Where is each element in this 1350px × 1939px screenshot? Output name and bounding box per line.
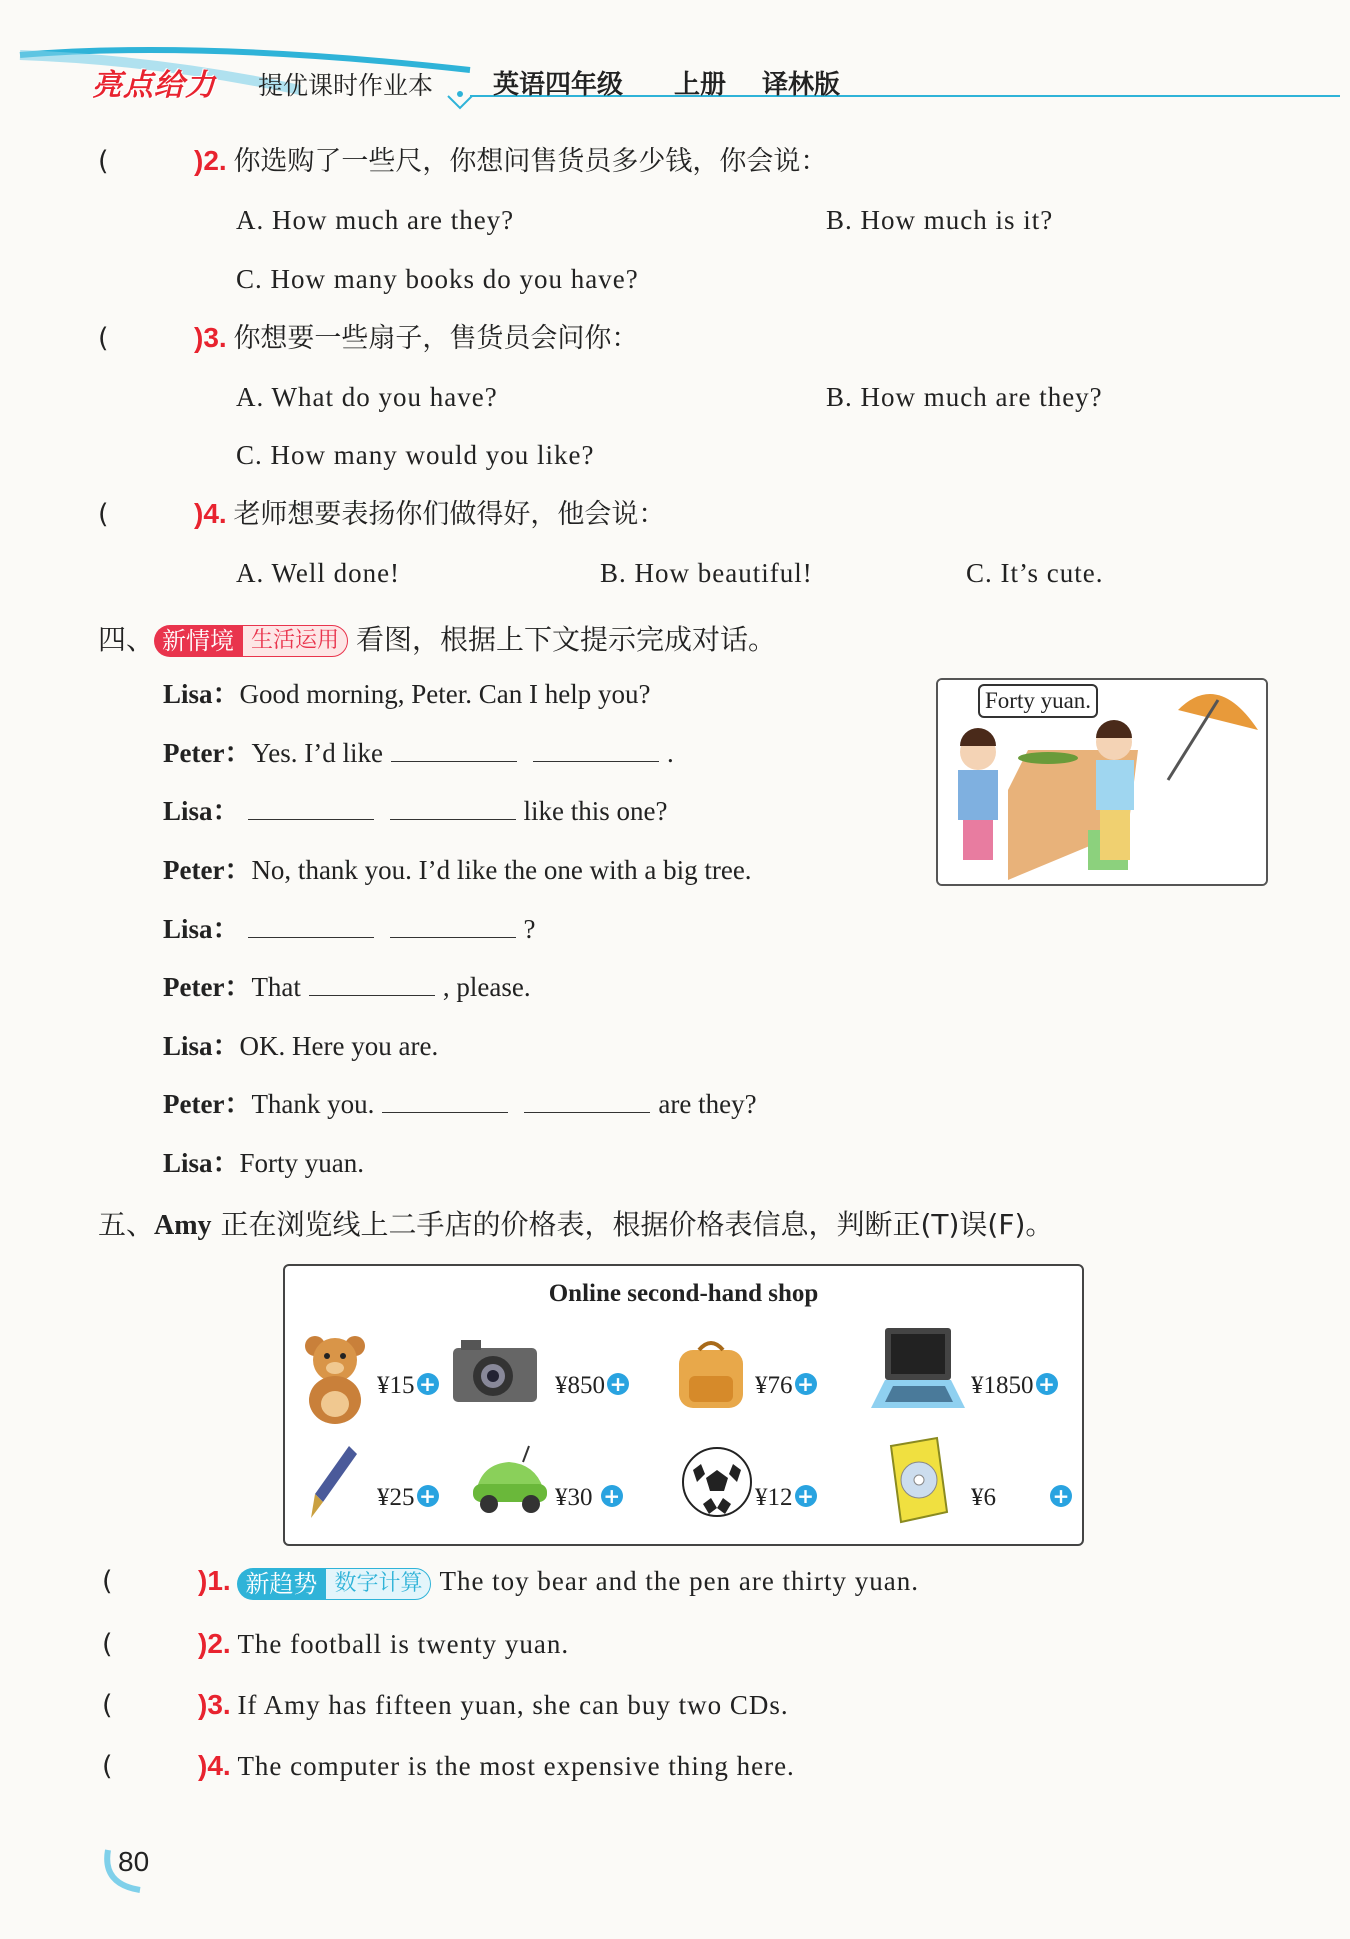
header-publisher: 译林版 [762,70,841,100]
question-row: ( )2. 你选购了一些尺，你想问售货员多少钱，你会说： [98,145,828,177]
dialogue-line: Lisa：Forty yuan. [163,1148,365,1178]
dialogue-line: Peter：Yes. I’d like . [163,738,674,768]
answer-blank[interactable] [524,1090,650,1113]
answer-blank[interactable] [390,915,516,938]
price-tag: ¥1850 + [971,1372,1058,1400]
dialogue-line: Lisa： like this one? [163,796,668,826]
answer-blank[interactable] [533,739,659,762]
price-tag: ¥12 + [755,1484,817,1512]
answer-blank[interactable] [382,1090,508,1113]
backpack-icon [671,1336,751,1412]
option-b: B. How much is it? [826,205,1054,235]
plus-icon[interactable]: + [1050,1485,1072,1507]
new-context-badge: 新情境 [154,625,242,657]
option-c: C. How many books do you have? [236,264,639,294]
dialogue-line: Lisa：OK. Here you are. [163,1031,439,1061]
plus-icon[interactable]: + [1036,1373,1058,1395]
header-subtitle: 提优课时作业本 [258,71,434,100]
header-volume: 上册 [674,70,727,100]
option-a: A. Well done! [236,558,401,588]
dialogue-line: Peter：That , please. [163,972,531,1002]
question-row: ( )4. 老师想要表扬你们做得好，他会说： [98,498,666,530]
price-tag: ¥850 + [555,1372,629,1400]
price-table [283,1264,1084,1546]
price-tag: ¥76 + [755,1372,817,1400]
option-a: A. What do you have? [236,382,498,412]
answer-blank[interactable] [248,915,374,938]
dialogue-line: Peter：No, thank you. I’d like the one with a big tree. [163,855,752,885]
question-text: 老师想要表扬你们做得好，他会说： [233,499,666,530]
plus-icon[interactable]: + [601,1485,623,1507]
judgement-row: ( )3. If Amy has fifteen yuan, she can buy two CDs. [102,1689,789,1721]
answer-blank[interactable] [248,797,374,820]
question-text: 你选购了一些尺，你想问售货员多少钱，你会说： [233,146,828,177]
option-a: A. How much are they? [236,205,515,235]
answer-blank[interactable] [309,973,435,996]
shop-title: Online second-hand shop [548,1280,819,1307]
option-b: B. How beautiful! [600,558,813,588]
section-5-heading: 五、Amy 正在浏览线上二手店的价格表，根据价格表信息，判断正(T)误(F)。 [98,1208,1054,1241]
teddy-bear-icon [299,1328,371,1428]
price-tag: ¥25 + [377,1484,439,1512]
judgement-row: ( )1. 新趋势 数字计算 The toy bear and the pen are thirty yuan. [102,1565,920,1598]
judgement-row: ( )2. The football is twenty yuan. [102,1628,570,1660]
judgement-row: ( )4. The computer is the most expensive thing here. [102,1750,795,1782]
section-4-heading: 四、 新情境 生活运用 看图，根据上下文提示完成对话。 [98,623,777,656]
dialogue-line: Lisa： ? [163,914,536,944]
page-number: 80 [118,1846,150,1877]
answer-blank[interactable] [391,739,517,762]
price-tag: ¥15 + [377,1372,439,1400]
dialogue-line: Peter：Thank you. are they? [163,1089,757,1119]
number-calc-badge: 数字计算 [325,1568,431,1600]
football-icon [681,1446,753,1518]
dialogue-line: Lisa：Good morning, Peter. Can I help you? [163,679,651,709]
brand-logo: 亮点给力 [92,68,216,103]
shop-illustration [936,678,1268,886]
question-row: ( )3. 你想要一些扇子，售货员会问你： [98,322,639,354]
price-tag: ¥6 + [971,1484,1072,1512]
plus-icon[interactable]: + [795,1373,817,1395]
option-c: C. It’s cute. [966,558,1104,588]
option-c: C. How many would you like? [236,440,595,470]
plus-icon[interactable]: + [417,1373,439,1395]
camera-icon [451,1336,539,1404]
speech-bubble: Forty yuan. [978,684,1098,718]
plus-icon[interactable]: + [795,1485,817,1507]
laptop-icon [867,1326,967,1412]
pen-icon [309,1444,359,1522]
life-use-badge: 生活运用 [242,625,348,657]
plus-icon[interactable]: + [607,1373,629,1395]
cd-icon [881,1436,951,1526]
price-tag: ¥30 + [555,1484,623,1512]
header-grade: 英语四年级 [493,70,624,100]
option-b: B. How much are they? [826,382,1103,412]
toy-car-icon [469,1444,551,1518]
answer-blank[interactable] [390,797,516,820]
new-trend-badge: 新趋势 [237,1568,325,1600]
plus-icon[interactable]: + [417,1485,439,1507]
question-text: 你想要一些扇子，售货员会问你： [233,323,639,354]
